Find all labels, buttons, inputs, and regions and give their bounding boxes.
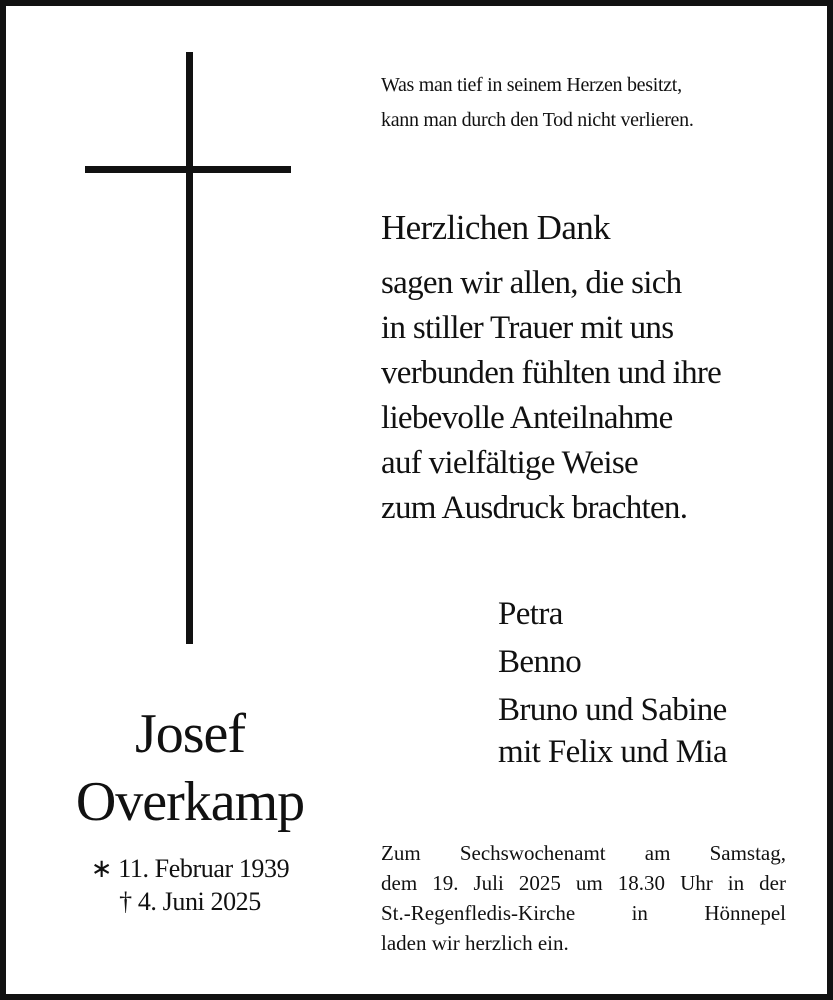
deceased-first-name: Josef: [134, 703, 246, 765]
service-line: laden wir herzlich ein.: [381, 931, 569, 955]
service-line: Zum Sechswochenamt am Samstag,: [381, 841, 786, 865]
service-line: St.-Regenfledis-Kirche in Hönnepel: [381, 901, 786, 925]
family-names: [498, 590, 727, 776]
thanks-line: auf vielfältige Weise: [381, 445, 638, 481]
family-name: mit Felix und Mia: [498, 734, 728, 770]
quote-line: Was man tief in seinem Herzen besitzt,: [381, 74, 682, 96]
service-invitation: [381, 838, 786, 958]
life-dates: [6, 852, 374, 918]
birth-date: ∗ 11. Februar 1939: [90, 854, 290, 883]
deceased-last-name: Overkamp: [75, 771, 305, 833]
family-name: Benno: [498, 644, 582, 680]
service-line: dem 19. Juli 2025 um 18.30 Uhr in der: [381, 871, 786, 895]
family-name: Petra: [498, 596, 563, 632]
thanks-line: in stiller Trauer mit uns: [381, 310, 674, 346]
quote: [381, 68, 694, 138]
thanks-line: sagen wir allen, die sich: [381, 265, 682, 301]
thanks-text: [381, 261, 721, 531]
thanks-line: zum Ausdruck brachten.: [381, 490, 688, 526]
cross-icon-horizontal: [85, 166, 291, 173]
thanks-heading: Herzlichen Dank: [381, 208, 611, 247]
thanks-line: verbunden fühlten und ihre: [381, 355, 722, 391]
death-date: † 4. Juni 2025: [119, 887, 261, 916]
quote-line: kann man durch den Tod nicht verlieren.: [381, 109, 694, 131]
family-name: Bruno und Sabine: [498, 692, 727, 728]
thanks-line: liebevolle Anteilnahme: [381, 400, 673, 436]
cross-icon-vertical: [186, 52, 193, 644]
